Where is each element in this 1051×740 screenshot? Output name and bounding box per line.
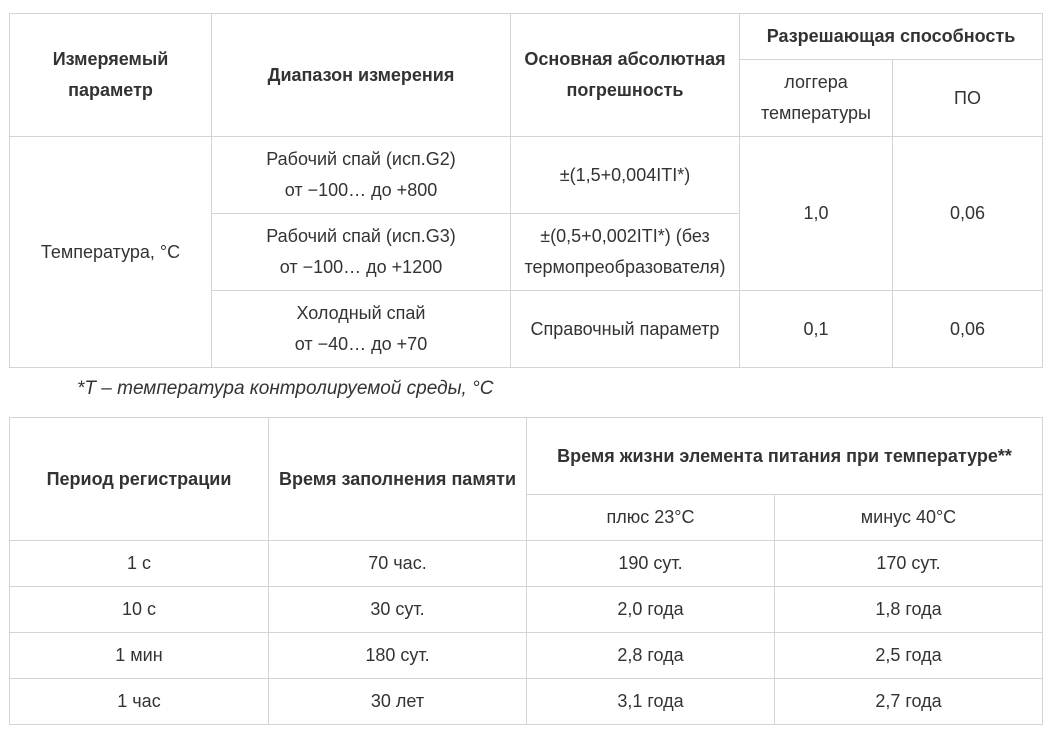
logger-resolution-cold: 0,1	[740, 291, 893, 368]
software-resolution-hot: 0,06	[893, 137, 1043, 291]
range-line: Холодный спай	[296, 303, 426, 323]
header-period: Период регистрации	[10, 418, 269, 541]
error-cell	[511, 214, 740, 291]
header-minus40: минус 40°С	[775, 495, 1043, 541]
period-cell: 1 час	[10, 679, 269, 725]
table-row	[10, 587, 1043, 633]
range-line: от −100… до +1200	[279, 257, 443, 277]
plus23-cell: 3,1 года	[527, 679, 775, 725]
range-line: от −100… до +800	[284, 180, 438, 200]
measurement-specs-table	[9, 13, 1043, 368]
range-line: от −40… до +70	[294, 334, 428, 354]
table-row	[10, 679, 1043, 725]
logging-time-table	[9, 417, 1043, 725]
range-cell	[212, 137, 511, 214]
error-cell: ±(1,5+0,004ΙTΙ*)	[511, 137, 740, 214]
minus40-cell: 2,7 года	[775, 679, 1043, 725]
fill-cell: 180 сут.	[269, 633, 527, 679]
plus23-cell: 190 сут.	[527, 541, 775, 587]
minus40-cell: 170 сут.	[775, 541, 1043, 587]
header-param: Измеряемый параметр	[10, 14, 212, 137]
table-row	[10, 541, 1043, 587]
range-cell	[212, 291, 511, 368]
fill-cell: 70 час.	[269, 541, 527, 587]
header-logger: логгера температуры	[740, 60, 893, 137]
logger-resolution-hot: 1,0	[740, 137, 893, 291]
range-line: Рабочий спай (исп.G2)	[266, 149, 456, 169]
header-software: ПО	[893, 60, 1043, 137]
footnote: *T – температура контролируемой среды, °С	[77, 378, 494, 399]
header-battery-life: Время жизни элемента питания при температуре**	[527, 418, 1043, 495]
header-plus23: плюс 23°С	[527, 495, 775, 541]
plus23-cell: 2,0 года	[527, 587, 775, 633]
header-error: Основная абсолютная погрешность	[511, 14, 740, 137]
error-cell: Справочный параметр	[511, 291, 740, 368]
error-line: термопреобразователя)	[524, 257, 726, 277]
range-line: Рабочий спай (исп.G3)	[266, 226, 456, 246]
period-cell: 10 с	[10, 587, 269, 633]
header-fill-time: Время заполнения памяти	[269, 418, 527, 541]
period-cell: 1 мин	[10, 633, 269, 679]
param-value: Температура, °С	[10, 137, 212, 368]
error-line: ±(0,5+0,002ΙTΙ*) (без	[540, 226, 710, 246]
plus23-cell: 2,8 года	[527, 633, 775, 679]
software-resolution-cold: 0,06	[893, 291, 1043, 368]
header-resolution: Разрешающая способность	[740, 14, 1043, 60]
period-cell: 1 с	[10, 541, 269, 587]
range-cell	[212, 214, 511, 291]
minus40-cell: 1,8 года	[775, 587, 1043, 633]
minus40-cell: 2,5 года	[775, 633, 1043, 679]
header-range: Диапазон измерения	[212, 14, 511, 137]
fill-cell: 30 сут.	[269, 587, 527, 633]
table-row	[10, 633, 1043, 679]
fill-cell: 30 лет	[269, 679, 527, 725]
